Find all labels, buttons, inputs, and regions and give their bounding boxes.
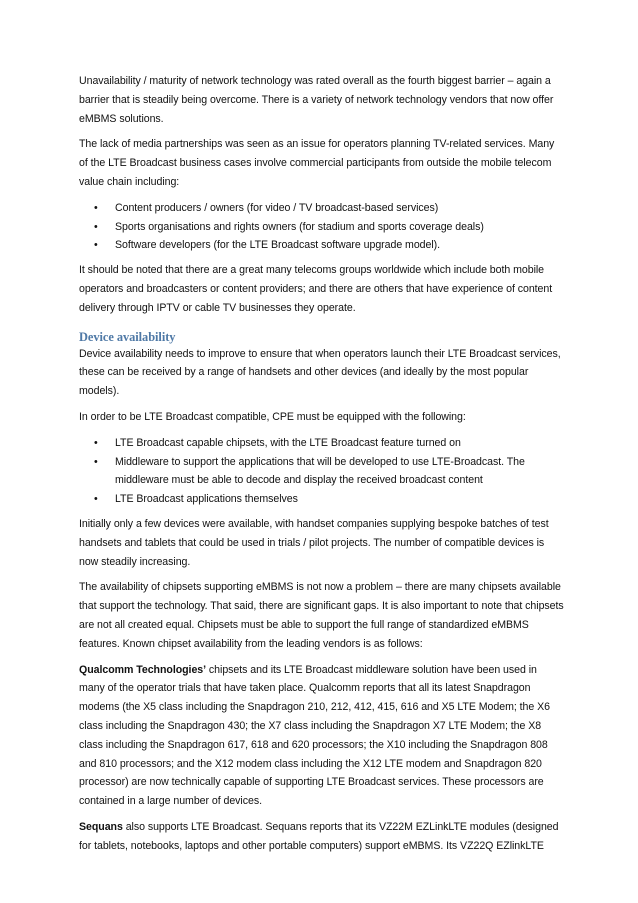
paragraph-media-partnerships: The lack of media partnerships was seen as an issue for operators planning TV-related services. Many of the LTE Broadcast business cases involve commercial participants from outside the mobile telecom value chain including: [79,138,555,188]
list-item: • LTE Broadcast applications themselves [79,490,565,509]
section-heading-device-availability: Device availability [79,329,176,344]
list-item: • Sports organisations and rights owners (for stadium and sports coverage deals) [79,218,565,237]
document-page [79,72,565,862]
participants-list [79,199,565,255]
qualcomm-text: chipsets and its LTE Broadcast middleware solution have been used in many of the operator trials that have taken place. Qualcomm reports that all its latest Snapdragon modems (the X5 class including the Snapdragon 210, 212, 412, 415, 616 and X5 LTE Modem; the X6 class including the Snapdragon 430; the X7 class including the Snapdragon X7 LTE Modem; the X8 class including the Snapdragon 617, 618 and 620 processors; the X10 including the Snapdragon 808 and 810 processors; and the X12 modem class including the X12 LTE modem and Snapdragon 820 processor) are now technically capable of supporting LTE Broadcast services. These processors are contained in a large number of devices. [79,663,550,808]
paragraph-qualcomm [79,661,565,811]
list-item: • Middleware to support the applications that will be developed to use LTE-Broadcast. The middleware must be able to decode and display the received broadcast content [79,453,565,491]
list-item: • LTE Broadcast capable chipsets, with the LTE Broadcast feature turned on [79,434,565,453]
vendor-name-qualcomm: Qualcomm Technologies’ [79,663,207,676]
paragraph-telecoms-groups: It should be noted that there are a great many telecoms groups worldwide which include both mobile operators and broadcasters or content providers; and there are others that have experience of content delivery through IPTV or cable TV businesses they operate. [79,264,553,314]
vendor-name-sequans: Sequans [79,820,123,833]
paragraph-cpe-requirements: In order to be LTE Broadcast compatible, CPE must be equipped with the following: [79,410,466,423]
list-item: • Software developers (for the LTE Broadcast software upgrade model). [79,236,565,255]
list-item: • Content producers / owners (for video / TV broadcast-based services) [79,199,565,218]
paragraph-network-technology: Unavailability / maturity of network technology was rated overall as the fourth biggest barrier – again a barrier that is steadily being overcome. There is a variety of network technology vendors that now offer eMBMS solutions. [79,75,554,125]
cpe-requirements-list [79,434,565,509]
paragraph-chipset-availability: The availability of chipsets supporting eMBMS is not now a problem – there are many chipsets available that support the technology. That said, there are significant gaps. It is also important to note that chipsets are not all created equal. Chipsets must be able to support the full range of standardized eMBMS features. Known chipset availability from the leading vendors is as follows: [79,581,564,650]
paragraph-initial-devices: Initially only a few devices were available, with handset companies supplying bespoke batches of test handsets and tablets that could be used in trials / pilot projects. The number of compatible devices is now steadily increasing. [79,517,549,568]
paragraph-device-availability: Device availability needs to improve to ensure that when operators launch their LTE Broadcast services, these can be received by a range of handsets and other devices (and ideally by the most popular models). [79,347,561,398]
sequans-text: also supports LTE Broadcast. Sequans reports that its VZ22M EZLinkLTE modules (designed for tablets, notebooks, laptops and other portable computers) support eMBMS. Its VZ22Q EZlinkLTE [79,820,559,852]
paragraph-sequans [79,818,565,856]
